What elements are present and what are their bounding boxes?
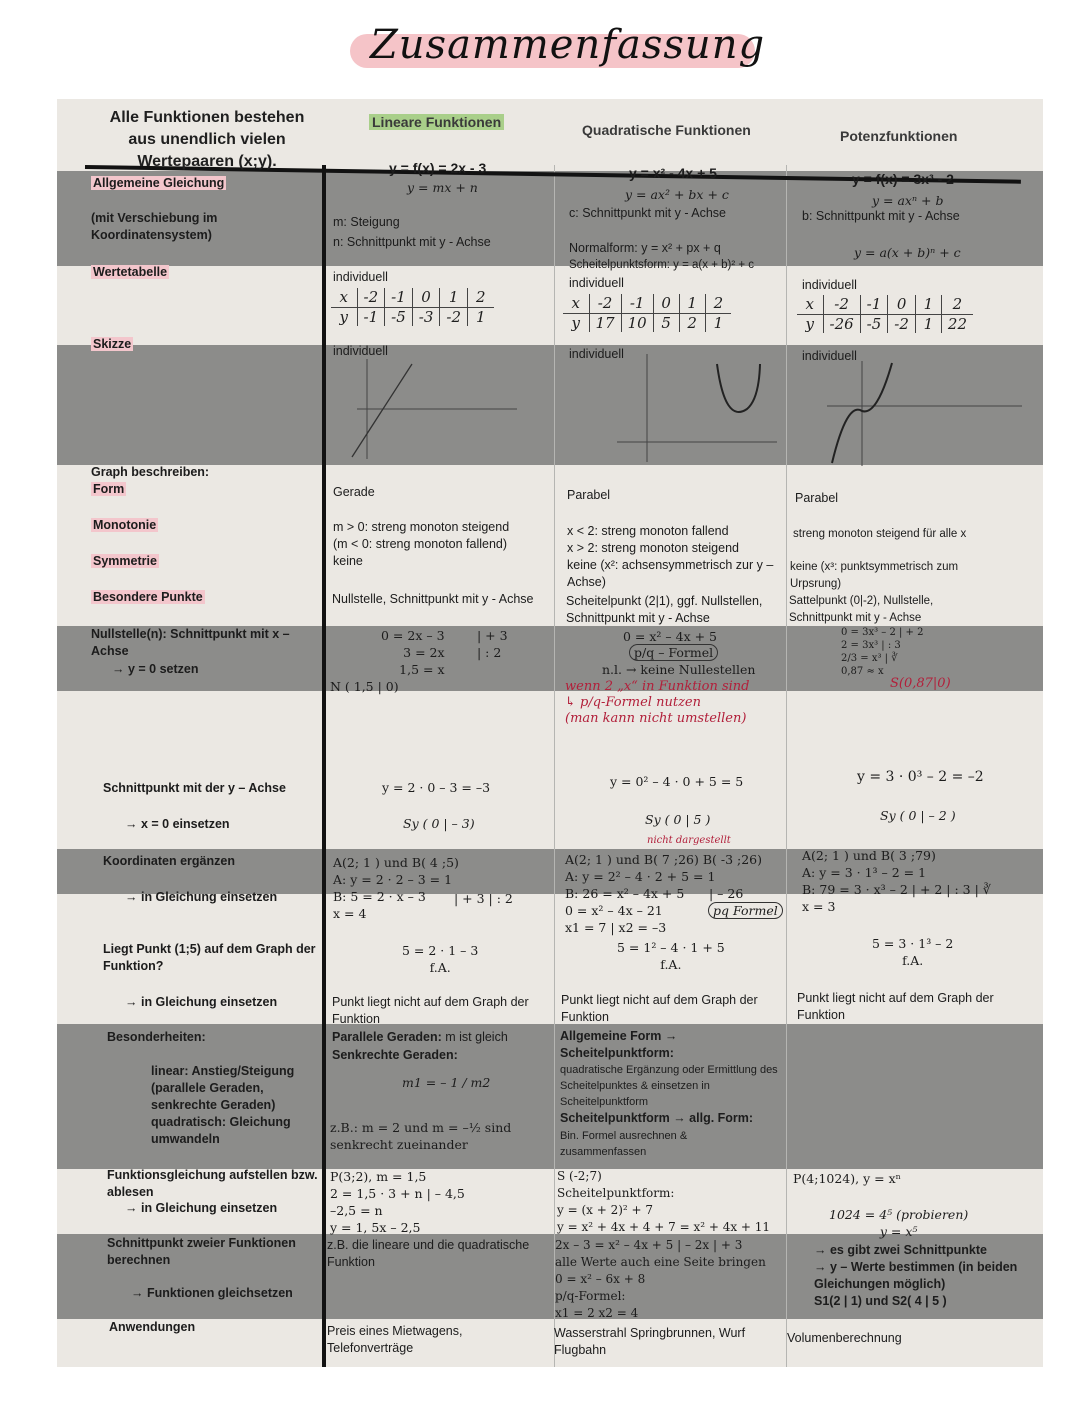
bold-vertical-line	[322, 165, 326, 1367]
quadratic-zeros-calculation: 0 = x² – 4x + 5	[623, 629, 718, 644]
linear-perpendicular-example: z.B.: m = 2 und m = –½ sind senkrecht zueinander	[330, 1120, 512, 1152]
power-example-equation: y = f(x) = 3x³ - 2	[852, 171, 954, 187]
row-label-shift: (mit Verschiebung im Koordinatensystem)	[91, 211, 218, 242]
table-cell: y	[571, 313, 580, 332]
quadratic-setup: S (-2;7) Scheitelpunktform: y = (x + 2)² + 7 y = x² + 4x + 4 + 7 = x² + 4x + 11	[557, 1169, 771, 1234]
row-hint-zeros: → y = 0 setzen	[112, 662, 199, 676]
linear-special-points: Nullstelle, Schnittpunkt mit y - Achse	[332, 592, 534, 606]
quadratic-special-vertex: Scheitelpunktform:	[560, 1046, 674, 1060]
quadratic-handwritten-not-shown: nicht dargestellt	[647, 835, 731, 846]
table-cell: 1	[679, 294, 705, 313]
power-monotony: streng monoton steigend für alle x	[793, 528, 967, 540]
row-label-form: Form	[93, 482, 125, 496]
table-cell: 1	[440, 288, 468, 307]
linear-table-y-row	[331, 307, 494, 326]
power-intersection: → es gibt zwei Schnittpunkte → y – Werte bestimmen (in beiden Gleichungen möglich) S1(2 | 1) und S2( 4 | 5 )	[814, 1243, 1018, 1308]
power-general-form: y = axⁿ + b	[872, 193, 944, 208]
quadratic-intersection: 2x – 3 = x² – 4x + 5 | – 2x | + 3 alle Werte auch eine Seite bringen 0 = x² – 6x + 8 p/q-Formel: x1 = 2 x2 = 4	[555, 1238, 766, 1320]
table-cell: 0	[653, 294, 679, 313]
quadratic-normal-form: Normalform: y = x² + px + q	[569, 241, 721, 255]
table-cell: 1	[705, 313, 731, 332]
quadratic-vertex-form: Scheitelpunktsform: y = a(x + b)² + c	[569, 259, 755, 271]
row-label-zeros: Nullstelle(n): Schnittpunkt mit x – Achse	[91, 627, 290, 658]
quadratic-special-vertex-desc: quadratische Ergänzung oder Ermittlung des Scheitelpunktes & einsetzen in Scheitelpunktform	[560, 1064, 778, 1108]
table-cell: -1	[860, 295, 888, 314]
row-label-symmetry: Symmetrie	[93, 554, 157, 568]
quadratic-no-zeros: n.l. → keine Nullestellen	[602, 662, 756, 677]
power-value-table	[797, 295, 973, 333]
row-label-general-equation: Allgemeine Gleichung	[93, 176, 225, 190]
linear-y-intercept-calculation: y = 2 · 0 – 3 = –3	[382, 780, 491, 795]
row-hint-y-intercept: → x = 0 einsetzen	[125, 817, 230, 831]
quadratic-applications: Wasserstrahl Springbrunnen, Wurf Flugbahn	[554, 1326, 746, 1357]
table-cell: 1	[915, 295, 941, 314]
quadratic-example-equation: y = x² - 4x + 5	[629, 165, 717, 181]
title-highlight	[350, 18, 766, 78]
quadratic-pq-formula: p/q – Formel	[629, 644, 718, 661]
linear-coordinates-operations: | + 3 | : 2	[454, 891, 513, 906]
table-cell: 1	[468, 307, 494, 326]
linear-form: Gerade	[333, 485, 375, 499]
row-label-value-table: Wertetabelle	[93, 265, 168, 279]
quadratic-monotony: x < 2: streng monoton fallend x > 2: streng monoton steigend	[567, 524, 739, 555]
quadratic-symmetry: keine (x²: achsensymmetrisch zur y – Achse)	[567, 558, 774, 589]
power-table-x-row	[797, 295, 973, 314]
table-cell: 17	[589, 313, 621, 332]
specials-list: linear: Anstieg/Steigung (parallele Geraden, senkrechte Geraden) quadratisch: Gleichung umwandeln	[151, 1064, 295, 1146]
table-cell: -2	[888, 314, 916, 333]
quadratic-table-x-row	[563, 294, 731, 313]
linear-zeros-operations: | + 3 | : 2	[477, 628, 508, 660]
quadratic-table-y-row	[563, 313, 731, 332]
quadratic-individual-label: individuell	[569, 276, 624, 290]
linear-parallel: Parallele Geraden: m ist gleich	[332, 1030, 508, 1044]
power-point-check: 5 = 3 · 1³ – 2 f.A.	[872, 936, 954, 968]
row-hint-insert-equation-3: → in Gleichung einsetzen	[125, 1201, 278, 1215]
power-table-y-row	[797, 314, 973, 333]
power-coordinates: A(2; 1 ) und B( 3 ;79) A: y = 3 · 1³ – 2 = 1 B: 79 = 3 · x³ – 2 | + 2 | : 3 | ∛ x = 3	[802, 848, 991, 914]
power-individual-label: individuell	[802, 278, 857, 292]
table-cell: 0	[888, 295, 916, 314]
table-cell: 2	[679, 313, 705, 332]
linear-sketch-label: individuell	[333, 344, 388, 358]
column-header-power: Potenzfunktionen	[840, 128, 958, 144]
table-cell: -2	[589, 294, 621, 313]
linear-zeros-calculation: 0 = 2x – 3 3 = 2x 1,5 = x	[381, 628, 445, 677]
quadratic-sketch	[597, 354, 782, 462]
linear-y-intercept-result: Sy ( 0 | – 3)	[403, 816, 475, 831]
table-cell: 22	[941, 314, 973, 333]
page-title: Zusammenfassung	[370, 22, 766, 68]
linear-general-form: y = mx + n	[407, 180, 478, 195]
row-label-monotony: Monotonie	[93, 518, 157, 532]
row-label-point-on-graph: Liegt Punkt (1;5) auf dem Graph der Funktion?	[103, 942, 316, 973]
table-cell: -2	[440, 307, 468, 326]
quadratic-special-general: Allgemeine Form →	[560, 1029, 678, 1043]
row-label-sketch: Skizze	[93, 337, 132, 351]
linear-zeros-result: N ( 1,5 | 0)	[330, 679, 399, 694]
power-sketch-label: individuell	[802, 349, 857, 363]
quadratic-y-intercept-result: Sy ( 0 | 5 )	[645, 812, 711, 827]
quadratic-form: Parabel	[567, 488, 611, 502]
power-symmetry: keine (x³: punktsymmetrisch zum Urpsrung)	[790, 561, 959, 590]
row-hint-insert-equation: → in Gleichung einsetzen	[125, 890, 278, 904]
linear-monotony: m > 0: streng monoton steigend (m < 0: streng monoton fallend) keine	[333, 520, 510, 568]
linear-coordinates: A(2; 1 ) und B( 4 ;5) A: y = 2 · 2 – 3 = 1 B: 5 = 2 · x – 3 x = 4	[333, 855, 459, 921]
table-cell: 2	[941, 295, 973, 314]
table-cell: 2	[468, 288, 494, 307]
table-cell: y	[805, 314, 814, 333]
table-cell: 10	[621, 313, 653, 332]
power-applications: Volumenberechnung	[787, 1331, 902, 1345]
table-cell: -2	[823, 295, 860, 314]
table-cell: 0	[412, 288, 440, 307]
quadratic-special-to-general: Scheitelpunktform → allg. Form:	[560, 1111, 754, 1125]
row-hint-insert-equation-2: → in Gleichung einsetzen	[125, 995, 278, 1009]
row-label-specials: Besonderheiten:	[107, 1030, 206, 1044]
row-label-intersection: Schnittpunkt zweier Funktionen berechnen	[107, 1236, 296, 1267]
linear-applications: Preis eines Mietwagens, Telefonverträge	[327, 1324, 463, 1355]
table-cell: 5	[653, 313, 679, 332]
quadratic-point-check: 5 = 1² – 4 · 1 + 5 f.A.	[617, 940, 725, 972]
table-cell: x	[563, 294, 589, 313]
row-hint-set-equal: → Funktionen gleichsetzen	[131, 1286, 293, 1300]
table-cell: -1	[357, 307, 385, 326]
power-y-intercept-calculation: y = 3 · 0³ – 2 = –2	[857, 769, 984, 785]
row-label-setup-equation: Funktionsgleichung aufstellen bzw. ablesen	[107, 1168, 318, 1199]
quadratic-general-form: y = ax² + bx + c	[625, 187, 729, 202]
quadratic-coordinates-operations: | – 26	[709, 886, 744, 901]
quadratic-coordinates: A(2; 1 ) und B( 7 ;26) B( -3 ;26) A: y = 2² – 4 · 2 + 5 = 1 B: 26 = x² – 4x + 5 0 = x² – 4x – 21 x1 = 7 | x2 = –3	[565, 852, 763, 935]
table-cell: x	[331, 288, 357, 307]
linear-n-description: n: Schnittpunkt mit y - Achse	[333, 235, 491, 249]
linear-m-description: m: Steigung	[333, 215, 400, 229]
table-cell: y	[339, 307, 348, 326]
linear-setup: P(3;2), m = 1,5 2 = 1,5 · 3 + n | – 4,5 –2,5 = n y = 1, 5x – 2,5	[330, 1169, 465, 1235]
quadratic-value-table	[563, 294, 731, 332]
power-setup: P(4;1024), y = xⁿ	[793, 1171, 902, 1186]
row-label-describe: Graph beschreiben:	[91, 465, 210, 479]
table-cell: -1	[621, 294, 653, 313]
power-vertex-form: y = a(x + b)ⁿ + c	[854, 245, 961, 260]
table-cell: -26	[823, 314, 860, 333]
linear-perpendicular-formula: m1 = – 1 / m2	[402, 1075, 491, 1090]
row-label-special-points: Besondere Punkte	[93, 590, 203, 604]
power-sketch	[807, 361, 1032, 466]
quadratic-point-result: Punkt liegt nicht auf dem Graph der Funktion	[561, 993, 758, 1024]
row-label-y-intercept: Schnittpunkt mit der y – Achse	[103, 781, 286, 795]
power-setup-result: 1024 = 4⁵ (probieren) y = x⁵	[829, 1207, 969, 1239]
linear-individual-label: individuell	[333, 270, 388, 284]
quadratic-special-points: Scheitelpunkt (2|1), ggf. Nullstellen, Schnittpunkt mit y - Achse	[566, 594, 763, 625]
linear-table-x-row	[331, 288, 494, 307]
column-divider-1	[554, 165, 555, 1367]
linear-intersection: z.B. die lineare und die quadratische Funktion	[327, 1238, 530, 1269]
table-cell: -2	[357, 288, 385, 307]
column-header-quadratic: Quadratische Funktionen	[582, 122, 751, 138]
power-y-intercept-result: Sy ( 0 | – 2 )	[880, 808, 956, 823]
table-cell: -5	[860, 314, 888, 333]
table-cell: x	[797, 295, 823, 314]
table-cell: -5	[385, 307, 413, 326]
power-form: Parabel	[795, 491, 839, 505]
table-cell: 1	[915, 314, 941, 333]
row-label-applications: Anwendungen	[109, 1320, 196, 1334]
quadratic-y-intercept-calculation: y = 0² – 4 · 0 + 5 = 5	[610, 774, 744, 789]
linear-point-check: 5 = 2 · 1 – 3 f.A.	[402, 943, 479, 975]
linear-value-table	[331, 288, 494, 326]
quadratic-c-description: c: Schnittpunkt mit y - Achse	[569, 206, 727, 220]
linear-perpendicular: Senkrechte Geraden:	[332, 1048, 458, 1062]
quadratic-handwritten-note: wenn 2 „x“ in Funktion sind ↳ p/q-Formel nutzen (man kann nicht umstellen)	[565, 679, 750, 726]
power-zeros-result: S(0,87|0)	[890, 676, 951, 691]
power-special-points: Sattelpunkt (0|-2), Nullstelle, Schnittpunkt mit y - Achse	[789, 595, 934, 624]
linear-point-result: Punkt liegt nicht auf dem Graph der Funktion	[332, 995, 529, 1026]
linear-sketch	[337, 359, 547, 459]
quadratic-sketch-label: individuell	[569, 347, 624, 361]
power-zeros-calculation: 0 = 3x³ – 2 | + 2 2 = 3x³ | : 3 2/3 = x³ | ∛ 0,87 ≈ x	[841, 627, 924, 677]
linear-example-equation: y = f(x) = 2x - 3	[389, 160, 487, 176]
row-label-coordinates: Koordinaten ergänzen	[103, 854, 235, 868]
power-point-result: Punkt liegt nicht auf dem Graph der Funktion	[797, 991, 994, 1022]
column-divider-2	[786, 165, 787, 1367]
quadratic-pq-formula-2: pq Formel	[708, 902, 783, 919]
table-cell: -1	[385, 288, 413, 307]
power-b-description: b: Schnittpunkt mit y - Achse	[802, 209, 960, 223]
intro-text: Alle Funktionen bestehen aus unendlich vielen Wertepaaren (x;y).	[109, 109, 305, 170]
table-cell: -3	[412, 307, 440, 326]
table-cell: 2	[705, 294, 731, 313]
summary-sheet	[57, 99, 1043, 1367]
quadratic-special-to-general-desc: Bin. Formel ausrechnen & zusammenfassen	[560, 1130, 688, 1158]
column-header-linear: Lineare Funktionen	[369, 114, 504, 130]
